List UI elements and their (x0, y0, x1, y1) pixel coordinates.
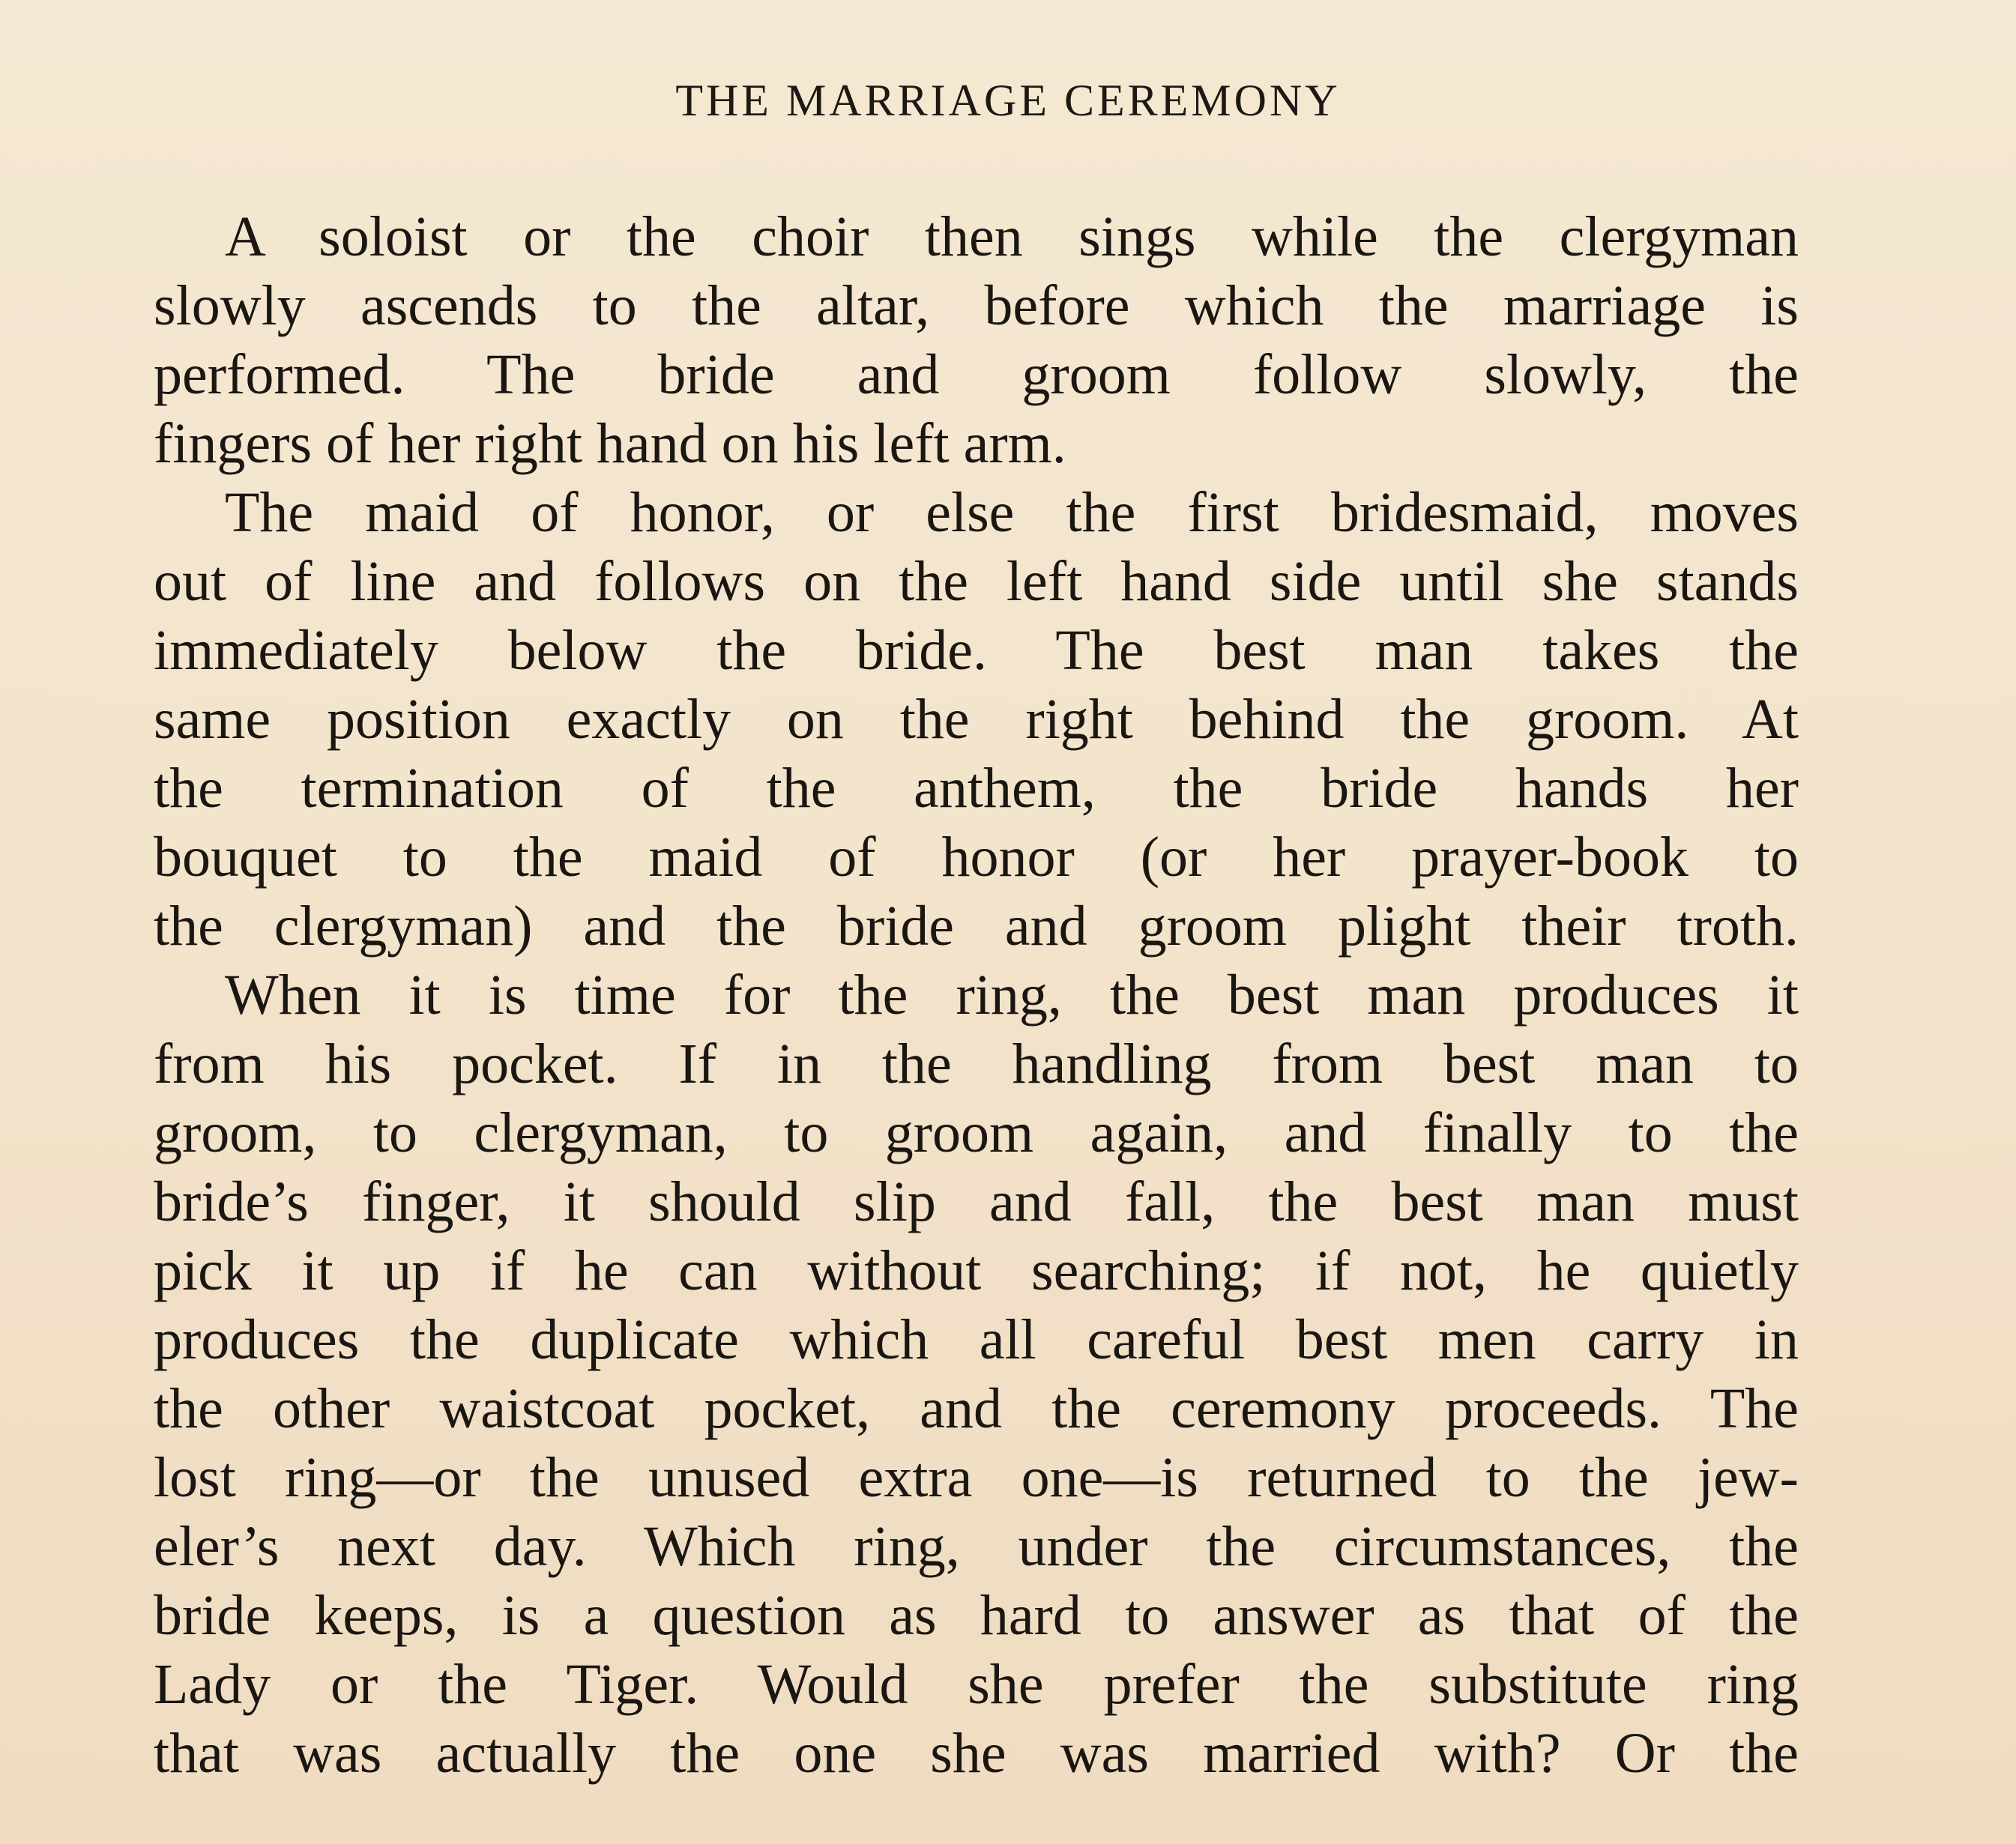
text-line: groom, to clergyman, to groom again, and finally to the (154, 1101, 1799, 1164)
text-line: produces the duplicate which all careful best men carry in (154, 1308, 1799, 1371)
text-line: slowly ascends to the altar, before which the marriage is (154, 274, 1799, 337)
text-line: bride’s finger, it should slip and fall, the best man must (154, 1170, 1799, 1233)
text-line: pick it up if he can without searching; if not, he quietly (154, 1239, 1799, 1302)
text-line: immediately below the bride. The best man takes the (154, 619, 1799, 682)
text-line: from his pocket. If in the handling from best man to (154, 1033, 1799, 1095)
text-line: The maid of honor, or else the first bridesmaid, moves (225, 481, 1799, 544)
text-line: that was actually the one she was married with? Or the (154, 1722, 1799, 1785)
text-line: eler’s next day. Which ring, under the circumstances, the (154, 1515, 1799, 1578)
text-line: same position exactly on the right behind the groom. At (154, 688, 1799, 751)
text-line: the clergyman) and the bride and groom plight their troth. (154, 895, 1799, 958)
running-head: THE MARRIAGE CEREMONY (675, 76, 1341, 125)
body-text (154, 202, 1799, 1788)
text-line: bride keeps, is a question as hard to answer as that of the (154, 1584, 1799, 1647)
text-line: the termination of the anthem, the bride hands her (154, 757, 1799, 820)
text-line: out of line and follows on the left hand side until she stands (154, 550, 1799, 613)
text-line: Lady or the Tiger. Would she prefer the substitute ring (154, 1653, 1799, 1716)
text-line: fingers of her right hand on his left arm. (154, 412, 1066, 475)
text-line: performed. The bride and groom follow slowly, the (154, 343, 1799, 406)
text-line: A soloist or the choir then sings while the clergyman (225, 205, 1799, 268)
text-line: When it is time for the ring, the best man produces it (225, 964, 1799, 1027)
text-line: bouquet to the maid of honor (or her prayer-book to (154, 826, 1799, 889)
text-line: lost ring—or the unused extra one—is returned to the jew- (154, 1446, 1799, 1509)
text-line: the other waistcoat pocket, and the ceremony proceeds. The (154, 1377, 1799, 1440)
